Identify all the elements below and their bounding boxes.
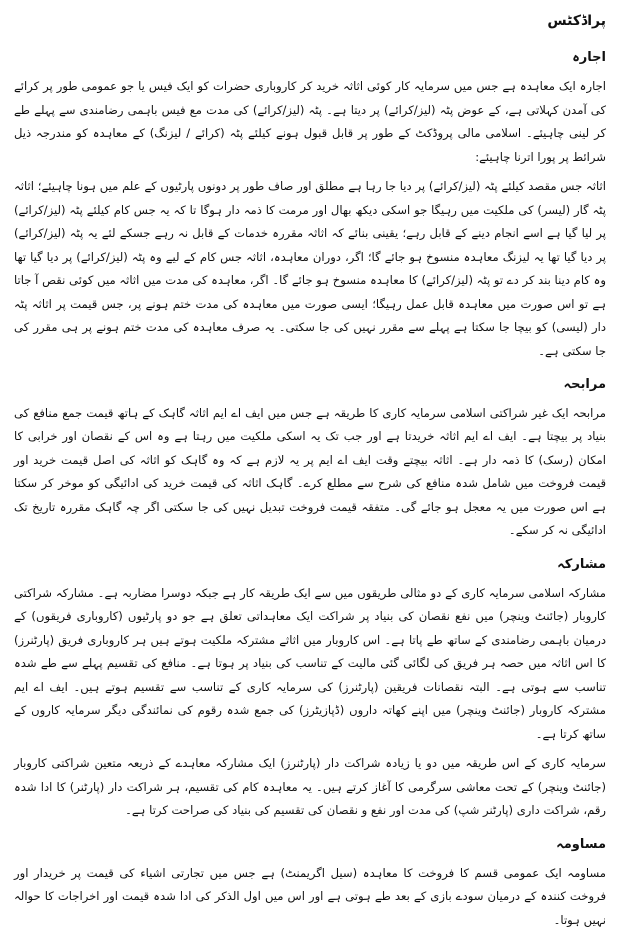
section-musawamah bbox=[14, 837, 606, 932]
paragraph-musharaka-2: سرمایہ کاری کے اس طریقہ میں دو یا زیادہ شراکت دار (پارٹنرز) ایک مشارکہ معاہدے کے ذریعہ متعین شراکتی کاروبار (جائنٹ وینچر) کے تحت معاشی سرگرمی کا آغاز کرتے ہیں۔ یہ معاہدہ کام کی تقسیم، ہر شراکت دار (پارٹنر) کا ادا شدہ رقم، شراکت داری (پارٹنر شپ) کی مدت اور نفع و نقصان کی تقسیم کی بنیاد کی صراحت کرتا ہے۔ bbox=[14, 756, 606, 818]
section-heading-musharaka: مشارکہ bbox=[557, 556, 606, 572]
paragraph-ijarah-1: اجارہ ایک معاہدہ ہے جس میں سرمایہ کار کوئی اثاثہ خرید کر کاروباری حضرات کو ایک فیس یا جو عمومی طور پر کرائے کی آمدن کہلاتی ہے، کے عوض پٹہ (لیز/کرائے) پر دیتا ہے۔ پٹہ (لیز/کرائے) کی مدت مع فیس باہمی رضامندی سے پہلے طے کر لینی چاہیئے۔ اسلامی مالی پروڈکٹ کے طور پر قابل قبول ہونے کیلئے پٹہ (کرائے / لیزنگ) کے معاہدہ کو مندرجہ ذیل شرائط پر پورا اترنا چاہیئے: bbox=[14, 79, 606, 164]
section-heading-musawamah: مساومہ bbox=[556, 836, 606, 852]
paragraph-musawamah-1: مساومہ ایک عمومی قسم کا فروخت کا معاہدہ (سیل اگریمنٹ) ہے جس میں تجارتی اشیاء کی قیمت پر خریدار اور فروخت کنندہ کے درمیان سودے بازی کے بعد طے ہوتی ہے اور اس میں اول الذکر کی ادا شدہ قیمت اور اخراجات کا حوالہ نہیں ہوتا۔ bbox=[14, 865, 606, 927]
section-ijarah bbox=[14, 50, 606, 363]
section-musharaka bbox=[14, 557, 606, 823]
page-title: پراڈکٹس bbox=[547, 13, 606, 29]
paragraph-ijarah-2: اثاثہ جس مقصد کیلئے پٹہ (لیز/کرائے) پر دیا جا رہا ہے مطلق اور صاف طور پر دونوں پارٹیوں کے علم میں ہونا چاہیئے؛ اثاثہ پٹہ گار (لیسر) کی ملکیت میں رہیگا جو اسکی دیکھ بھال اور مرمت کا ذمہ دار ہوگا تا کہ یہ جس کام کیلئے پٹہ (لیز/کرائے) پر لیا گیا ہے اسے انجام دینے کے قابل رہے؛ یقینی بنائے کہ اثاثہ مقررہ خدمات کے قابل نہ رہے جسکے لئے یہ پٹہ (لیز/کرائے) پر دیا گیا تھا یہ لیزنگ معاہدہ منسوخ ہو جائے گا؛ اگر، دوران معاہدہ، اثاثہ جس کام کے لیے وہ پٹہ (لیز/کرائے) پر دیا گیا تھا وہ کام دینا بند کر دے تو پٹہ (لیز/کرائے) کا معاہدہ منسوخ ہو جائے گا۔ اگر، معاہدہ کی مدت میں اثاثہ میں کوئی نقص آ جاتا ہے تو اس صورت میں معاہدہ قابل عمل رہیگا؛ ایسی صورت میں معاہدہ کی مدت ختم ہونے پر، جس قیمت پر اثاثہ پٹہ دار (لیسی) کو بیچا جا سکتا ہے پہلے سے مقرر نہیں کی جا سکتی۔ یہ صرف معاہدہ کی مدت ختم ہونے پر ہی مقرر کی جا سکتی ہے۔ bbox=[14, 179, 606, 358]
paragraph-murabaha-1: مرابحہ ایک غیر شراکتی اسلامی سرمایہ کاری کا طریقہ ہے جس میں ایف اے ایم اثاثہ گاہک کے ہاتھ قیمت جمع منافع کی بنیاد پر بیچتا ہے۔ ایف اے ایم اثاثہ خریدتا ہے اور جب تک یہ اسکی ملکیت میں رہتا ہے وہ اس کے نقصان اور خرابی کا امکان (رسک) کا ذمہ دار ہے۔ اثاثہ بیچتے وقت ایف اے ایم پر یہ لازم ہے کہ وہ گاہک کو اثاثہ کی اصل قیمت خرید اور قیمت فروخت میں شامل شدہ منافع کی شرح سے مطلع کرے۔ گاہک اثاثہ کی قیمت خرید کی ادائیگی کو موخر کر سکتا ہے اس صورت میں یہ معجل ہو جائے گی۔ متفقہ قیمت فروخت تبدیل نہیں کی جا سکتی اگر چہ گاہک مقررہ تاریخ تک ادائیگی نہ کر سکے۔ bbox=[14, 405, 606, 538]
section-murabaha bbox=[14, 377, 606, 543]
paragraph-musharaka-1: مشارکہ اسلامی سرمایہ کاری کے دو مثالی طریقوں میں سے ایک طریقہ کار ہے جبکہ دوسرا مضاربہ ہے۔ مشارکہ شراکتی کاروبار (جائنٹ وینچر) میں نفع نقصان کی بنیاد پر شراکت ایک معاہداتی تعلق ہے جو دو پارٹیوں (کاروباری فریقوں) کے درمیان باہمی رضامندی کے ساتھ طے پاتا ہے۔ اس کاروبار میں اثاثے مشترکہ ملکیت ہوتے ہیں ہر کاروباری فریق (پارٹنرز) کا اس اثاثہ میں حصہ ہر فریق کی لگائی گئی مالیت کے تناسب کی بنیاد پر ہوتا ہے۔ منافع کی تقسیم پہلے سے طے شدہ تناسب سے ہوتی ہے۔ البتہ نقصانات فریقین (پارٹنرز) کی سرمایہ کاری کے تناسب سے تقسیم ہوتے ہیں۔ ایف اے ایم مشترکہ کاروبار (جائنٹ وینچر) میں اپنے کھاتہ داروں (ڈپازیٹرز) کی جمع شدہ رقوم کی نمائندگی دیگر سرمایہ کاروں کے ساتھ کرتا ہے۔ bbox=[14, 585, 606, 741]
section-heading-ijarah: اجارہ bbox=[572, 50, 606, 66]
section-heading-murabaha: مرابحہ bbox=[563, 377, 606, 393]
